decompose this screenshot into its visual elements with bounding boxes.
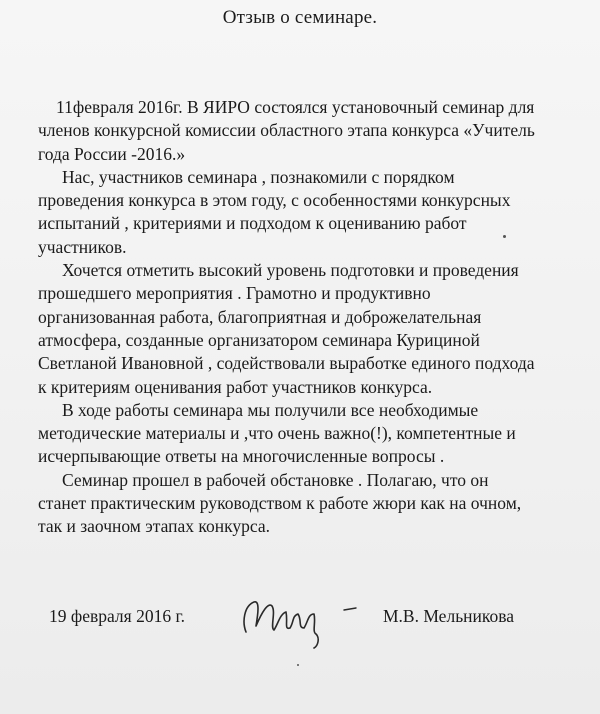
paragraph-1 (38, 96, 598, 166)
signature-block (0, 606, 600, 686)
paragraph-4 (38, 399, 598, 469)
paragraph-line: Семинар прошел в рабочей обстановке . Полагаю, что он (62, 469, 489, 490)
paragraph-5 (38, 469, 598, 539)
paragraph-line: испытаний , критериями и подходом к оцениванию работ (38, 213, 467, 234)
signature-date: 19 февраля 2016 г. (49, 606, 186, 626)
document-body (38, 96, 598, 539)
paragraph-line: Светланой Ивановной , содействовали выработке единого подхода (38, 353, 535, 374)
paragraph-2 (38, 166, 598, 259)
paragraph-line: Хочется отметить высокий уровень подготовки и проведения (62, 260, 519, 281)
scan-speck (503, 235, 506, 238)
paragraph-line: В ходе работы семинара мы получили все необходимые (62, 399, 479, 420)
paragraph-line: участников. (38, 236, 127, 257)
document-title: Отзыв о семинаре. (222, 7, 378, 28)
paragraph-line: организованная работа, благоприятная и доброжелательная (38, 306, 482, 327)
signer-name: М.В. Мельникова (383, 606, 515, 626)
paragraph-line: Нас, участников семинара , познакомили с порядком (62, 166, 455, 187)
paragraph-line: исчерпывающие ответы на многочисленные вопросы . (38, 446, 445, 467)
paragraph-line: года России -2016.» (38, 143, 186, 164)
paragraph-line: атмосфера, созданные организатором семинара Курициной (38, 329, 480, 350)
paragraph-line: методические материалы и ,что очень важно(!), компетентные и (38, 423, 516, 444)
paragraph-line: станет практическим руководством к работе жюри как на очном, (38, 493, 522, 514)
paragraph-3 (38, 259, 598, 399)
scan-speck (297, 664, 299, 666)
paragraph-line: 11февраля 2016г. В ЯИРО состоялся установочный семинар для (56, 97, 535, 117)
paragraph-line: так и заочном этапах конкурса. (38, 516, 271, 537)
paragraph-line: членов конкурсной комиссии областного этапа конкурса «Учитель (38, 120, 535, 141)
paragraph-line: к критериям оценивания работ участников конкурса. (38, 376, 433, 397)
handwritten-signature (232, 592, 372, 652)
paragraph-line: прошедшего мероприятия . Грамотно и продуктивно (38, 283, 431, 304)
paragraph-line: проведения конкурса в этом году, с особенностями конкурсных (38, 190, 511, 211)
